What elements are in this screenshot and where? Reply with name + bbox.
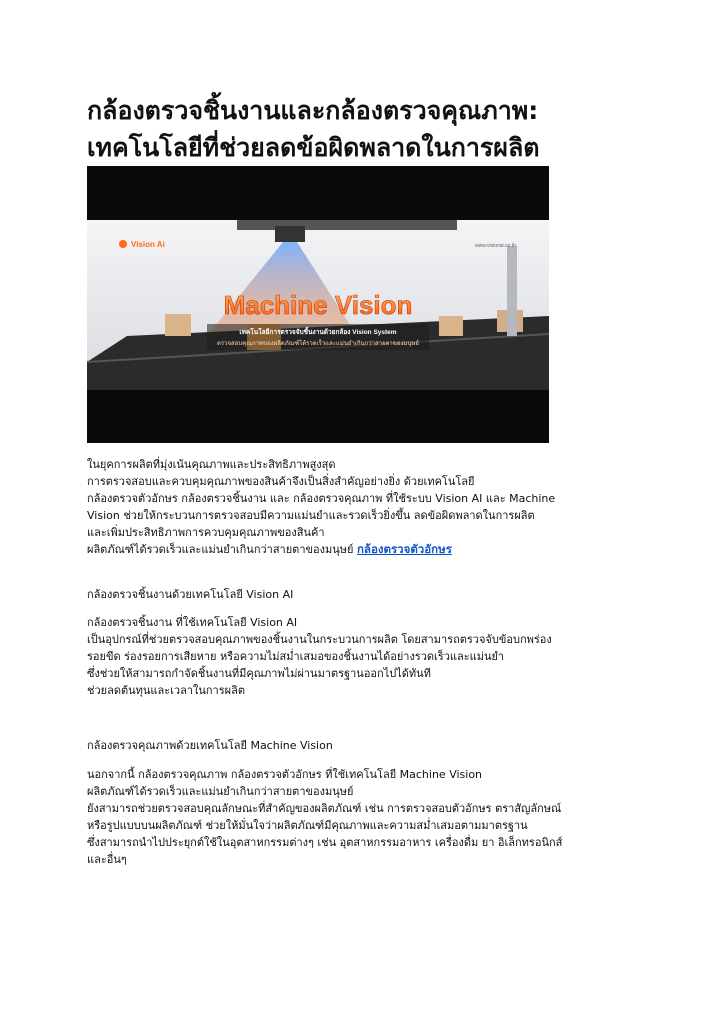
intro-line: ในยุคการผลิตที่มุ่งเน้นคุณภาพและประสิทธิภาพสูงสุด	[87, 458, 336, 471]
hero-subline-1: เทคโนโลยีการตรวจจับชิ้นงานด้วยกล้อง Vision System	[239, 329, 397, 336]
section2-paragraph	[87, 766, 562, 868]
title-line-2: เทคโนโลยีที่ช่วยลดข้อผิดพลาดในการผลิต	[87, 133, 540, 162]
logo-icon	[119, 240, 127, 248]
section2-heading: กล้องตรวจคุณภาพด้วยเทคโนโลยี Machine Vision	[87, 739, 333, 752]
section1-line: เป็นอุปกรณ์ที่ช่วยตรวจสอบคุณภาพของชิ้นงานในกระบวนการผลิต โดยสามารถตรวจจับข้อบกพร่อง	[87, 633, 552, 646]
section1-line: ซึ่งช่วยให้สามารถกำจัดชิ้นงานที่มีคุณภาพไม่ผ่านมาตรฐานออกไปได้ทันที	[87, 667, 431, 680]
intro-line-with-link	[87, 541, 555, 558]
hero-illustration	[87, 166, 549, 443]
hero-subline-2: ตรวจสอบคุณภาพของผลิตภัณฑ์ได้รวดเร็วและแม่นยำเกินกว่าสายตาของมนุษย์	[217, 341, 419, 347]
section2-line: หรือรูปแบบบนผลิตภัณฑ์ ช่วยให้มั่นใจว่าผลิตภัณฑ์มีคุณภาพและความสม่ำเสมอตามมาตรฐาน	[87, 819, 528, 832]
section1-paragraph	[87, 614, 552, 699]
section2-line: ซึ่งสามารถนำไปประยุกต์ใช้ในอุตสาหกรรมต่างๆ เช่น อุตสาหกรรมอาหาร เครื่องดื่ม ยา อิเล็กทรอนิกส์	[87, 836, 563, 849]
section2-line: นอกจากนี้ กล้องตรวจคุณภาพ กล้องตรวจตัวอักษร ที่ใช้เทคโนโลยี Machine Vision	[87, 768, 483, 781]
product-box	[439, 316, 463, 336]
hero-website: www.visionai.co.th	[475, 243, 516, 249]
intro-line: การตรวจสอบและควบคุมคุณภาพของสินค้าจึงเป็นสิ่งสำคัญอย่างยิ่ง ด้วยเทคโนโลยี	[87, 475, 475, 488]
section1-line: ช่วยลดต้นทุนและเวลาในการผลิต	[87, 684, 245, 697]
hero-headline: Machine Vision	[223, 290, 413, 320]
page-title	[87, 92, 687, 166]
camera-icon	[275, 226, 305, 242]
hero-video-image[interactable]	[87, 166, 549, 443]
intro-line: Vision ช่วยให้กระบวนการตรวจสอบมีความแม่นยำและรวดเร็วยิ่งขึ้น ลดข้อผิดพลาดในการผลิต	[87, 509, 535, 522]
section1-heading: กล้องตรวจชิ้นงานด้วยเทคโนโลยี Vision AI	[87, 588, 294, 601]
intro-line: ผลิตภัณฑ์ได้รวดเร็วและแม่นยำเกินกว่าสายตาของมนุษย์	[87, 543, 354, 556]
product-box	[165, 314, 191, 336]
intro-paragraph	[87, 456, 555, 558]
section2-line: ยังสามารถช่วยตรวจสอบคุณลักษณะที่สำคัญของผลิตภัณฑ์ เช่น การตรวจสอบตัวอักษร ตราสัญลักษณ์	[87, 802, 562, 815]
intro-line: กล้องตรวจตัวอักษร กล้องตรวจชิ้นงาน และ กล้องตรวจคุณภาพ ที่ใช้ระบบ Vision AI และ Machine	[87, 492, 556, 505]
section1-line: รอยขีด ร่องรอยการเสียหาย หรือความไม่สม่ำเสมอของชิ้นงานได้อย่างรวดเร็วและแม่นยำ	[87, 650, 505, 663]
section2-line: และอื่นๆ	[87, 853, 127, 866]
hero-logo: Vision Ai	[131, 240, 165, 249]
text-camera-link[interactable]: กล้องตรวจตัวอักษร	[356, 542, 452, 556]
section1-line: กล้องตรวจชิ้นงาน ที่ใช้เทคโนโลยี Vision AI	[87, 616, 298, 629]
title-line-1: กล้องตรวจชิ้นงานและกล้องตรวจคุณภาพ:	[87, 96, 539, 125]
intro-line: และเพิ่มประสิทธิภาพการควบคุมคุณภาพของสินค้า	[87, 526, 325, 539]
camera-rail	[237, 220, 457, 230]
section2-line: ผลิตภัณฑ์ได้รวดเร็วและแม่นยำเกินกว่าสายตาของมนุษย์	[87, 785, 354, 798]
